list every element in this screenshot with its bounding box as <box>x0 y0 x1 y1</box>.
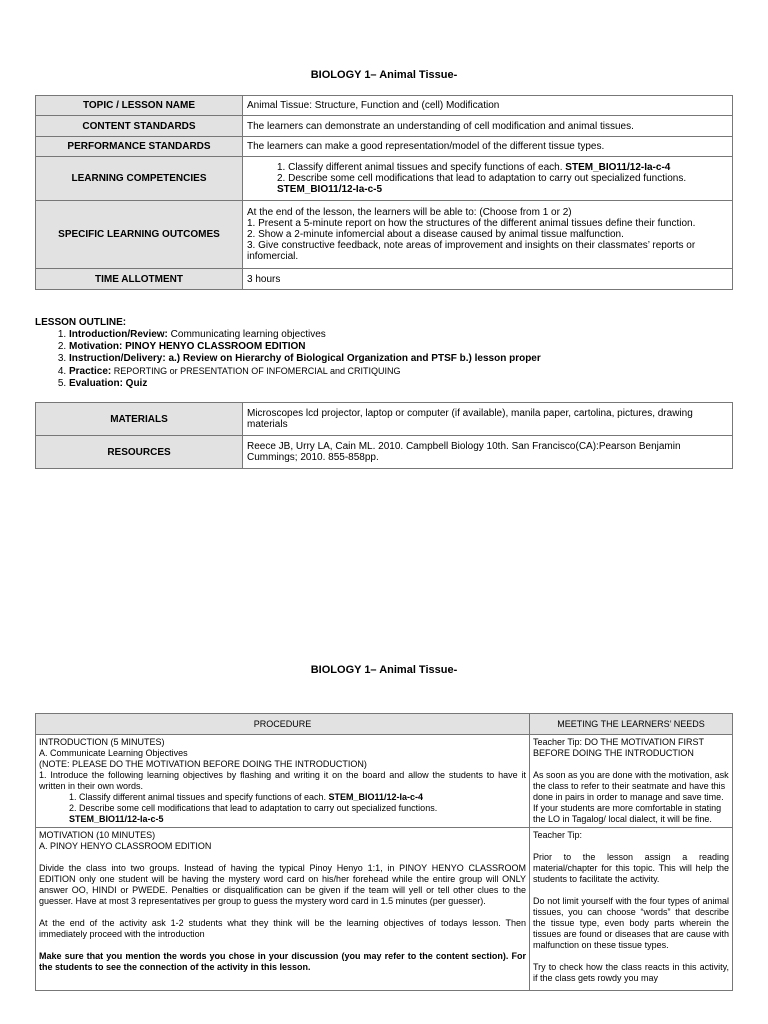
competency-2-code: STEM_BIO11/12-Ia-c-5 <box>277 184 383 195</box>
materials-value: Microscopes lcd projector, laptop or computer (if available), manila paper, cartolina, pictures, drawing materials <box>243 403 733 436</box>
table-row <box>36 269 733 290</box>
specific-outcomes-value <box>243 201 733 269</box>
outline-item-1: 1. Introduction/Review: Communicating learning objectives <box>69 329 541 341</box>
outcome-2: 2. Show a 2-minute infomercial about a disease caused by animal tissue malfunction. <box>247 229 624 240</box>
outline-item-2: 2. Motivation: PINOY HENYO CLASSROOM EDITION <box>69 341 541 353</box>
learning-competencies-value <box>243 157 733 201</box>
resources-label: RESOURCES <box>36 436 243 469</box>
table-row <box>36 116 733 137</box>
lesson-outline <box>35 317 541 390</box>
outline-item-4: 4. Practice: REPORTING or PRESENTATION OF INFOMERCIAL and CRITIQUING <box>69 365 541 378</box>
competency-2: 2. Describe some cell modifications that lead to adaptation to carry out specialized functions. <box>277 173 687 184</box>
outcome-3: 3. Give constructive feedback, note areas of improvement and insights on their classmates’ reports or infomercial. <box>247 240 696 262</box>
page-title: BIOLOGY 1– Animal Tissue- <box>310 69 458 81</box>
table-row <box>36 403 733 436</box>
materials-label: MATERIALS <box>36 403 243 436</box>
outcome-intro: At the end of the lesson, the learners will be able to: (Choose from 1 or 2) <box>247 207 572 218</box>
table-row <box>36 96 733 116</box>
table-row <box>36 157 733 201</box>
specific-outcomes-label: SPECIFIC LEARNING OUTCOMES <box>36 201 243 269</box>
table-row <box>36 714 733 735</box>
introduction-tip-cell: Teacher Tip: DO THE MOTIVATION FIRST BEFORE DOING THE INTRODUCTION As soon as you are done with the motivation, ask the class to refer to their seatmate and have this done in pairs in order to manage and save time. If your students are more comfortable in stating the LO in Tagalog/ local dialect, it will be fine. <box>530 735 733 828</box>
learners-needs-header: MEETING THE LEARNERS’ NEEDS <box>530 714 733 735</box>
competency-1: 1. Classify different animal tissues and specify functions of each. <box>277 162 566 173</box>
table-row <box>36 201 733 269</box>
time-allotment-value: 3 hours <box>243 269 733 290</box>
procedure-table <box>35 713 733 991</box>
time-allotment-label: TIME ALLOTMENT <box>36 269 243 290</box>
table-row <box>36 828 733 991</box>
motivation-cell: MOTIVATION (10 MINUTES) A. PINOY HENYO CLASSROOM EDITION Divide the class into two groups. Instead of having the typical Pinoy Henyo 1:1, in PINOY HENYO CLASSROOM EDITION only one student will be having the mystery word card on his/her forehead while the entire group will ONLY answer OO, HINDI or PWEDE. Penalties or disqualification can be given if the team will yell or tell other clues to the guesser. Have at most 3 representatives per group to guess the mystery word card in 1.5 minutes (per guesser). At the end of the activity ask 1-2 students what they think will be the learning objectives of todays lesson. Then immediately proceed with the introduction Make sure that you mention the words you chose in your discussion (you may refer to the content section). For the students to see the connection of the activity in this lesson. <box>36 828 530 991</box>
content-standards-value: The learners can demonstrate an understanding of cell modification and animal tissues. <box>243 116 733 137</box>
outline-heading: LESSON OUTLINE: <box>35 317 127 328</box>
outline-item-3: 3. Instruction/Delivery: a.) Review on Hierarchy of Biological Organization and PTSF b.) lesson proper <box>69 353 541 365</box>
lesson-info-table <box>35 95 733 290</box>
table-row <box>36 137 733 157</box>
content-standards-label: CONTENT STANDARDS <box>36 116 243 137</box>
page-title-2: BIOLOGY 1– Animal Tissue- <box>310 664 458 676</box>
resources-value: Reece JB, Urry LA, Cain ML. 2010. Campbell Biology 10th. San Francisco(CA):Pearson Benjamin Cummings; 2010. 855-858pp. <box>243 436 733 469</box>
performance-standards-label: PERFORMANCE STANDARDS <box>36 137 243 157</box>
outcome-1: 1. Present a 5-minute report on how the structures of the different animal tissues define their function. <box>247 218 696 229</box>
outline-item-5: 5. Evaluation: Quiz <box>69 378 541 390</box>
introduction-cell: INTRODUCTION (5 MINUTES) A. Communicate Learning Objectives (NOTE: PLEASE DO THE MOTIVATION BEFORE DOING THE INTRODUCTION) 1. Introduce the following learning objectives by flashing and writing it on the board and allow the students to have it written in their own words. 1. Classify different animal tissues and specify functions of each. STEM_BIO11/12-Ia-c-4 2. Describe some cell modifications that lead to adaptation to carry out specialized functions. STEM_BIO11/12-Ia-c-5 <box>36 735 530 828</box>
materials-table <box>35 402 733 469</box>
performance-standards-value: The learners can make a good representation/model of the different tissue types. <box>243 137 733 157</box>
motivation-tip-cell: Teacher Tip: Prior to the lesson assign a reading material/chapter for this topic. This will help the students to facilitate the activity. Do not limit yourself with the four types of animal tissues, you can choose “words” that describe the tissue type, even body parts wherein the tissues are found or diseases that are cause with malfunction on these tissue types. Try to check how the class reacts in this activity, if the class gets rowdy you may <box>530 828 733 991</box>
procedure-header: PROCEDURE <box>36 714 530 735</box>
table-row <box>36 436 733 469</box>
topic-label: TOPIC / LESSON NAME <box>36 96 243 116</box>
topic-value: Animal Tissue: Structure, Function and (cell) Modification <box>243 96 733 116</box>
table-row <box>36 735 733 828</box>
competency-1-code: STEM_BIO11/12-Ia-c-4 <box>565 162 671 173</box>
learning-competencies-label: LEARNING COMPETENCIES <box>36 157 243 201</box>
